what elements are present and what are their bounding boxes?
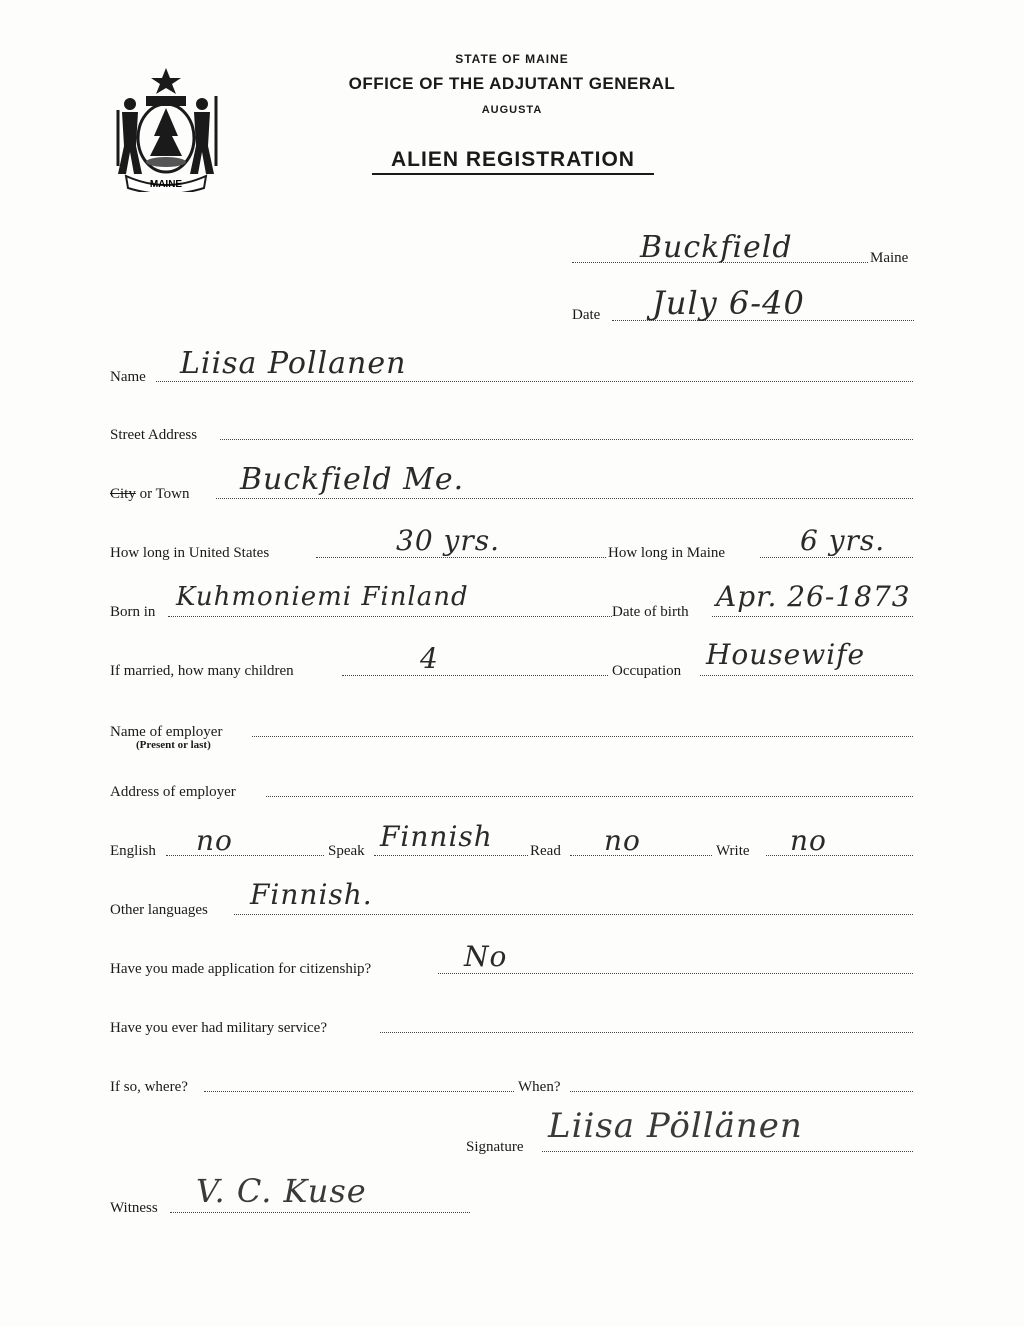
town-value: Buckfield Me. bbox=[240, 462, 465, 497]
speak-line bbox=[374, 855, 528, 856]
signature-line bbox=[542, 1151, 913, 1152]
other-languages-label: Other languages bbox=[110, 902, 208, 918]
born-in-line bbox=[168, 616, 612, 617]
children-line bbox=[342, 675, 608, 676]
office-heading: OFFICE OF THE ADJUTANT GENERAL bbox=[348, 74, 676, 93]
how-long-maine-line bbox=[760, 557, 913, 558]
town-line bbox=[216, 498, 913, 499]
or-town-label: or Town bbox=[139, 486, 190, 502]
english-line bbox=[166, 855, 324, 856]
seal-ribbon-text: MAINE bbox=[149, 179, 183, 190]
other-languages-line bbox=[234, 914, 913, 915]
street-address-label: Street Address bbox=[110, 427, 198, 443]
town-top-value: Buckfield bbox=[640, 230, 793, 265]
speak-label: Speak bbox=[328, 843, 365, 859]
city-struck-label: City bbox=[110, 486, 136, 502]
witness-label: Witness bbox=[110, 1200, 158, 1216]
how-long-maine-label: How long in Maine bbox=[608, 545, 726, 561]
signature-value: Liisa Pöllänen bbox=[548, 1106, 803, 1146]
other-languages-value: Finnish. bbox=[250, 878, 373, 911]
state-heading: STATE OF MAINE bbox=[455, 52, 569, 66]
when-label: When? bbox=[518, 1079, 561, 1095]
date-value: July 6-40 bbox=[652, 284, 805, 322]
date-label: Date bbox=[572, 307, 601, 323]
english-value: no bbox=[196, 824, 233, 857]
write-line bbox=[766, 855, 913, 856]
how-long-us-line bbox=[316, 557, 606, 558]
write-value: no bbox=[790, 824, 827, 857]
write-label: Write bbox=[716, 843, 750, 859]
street-address-line bbox=[220, 439, 913, 440]
read-value: no bbox=[604, 824, 641, 857]
occupation-label: Occupation bbox=[612, 663, 682, 679]
occupation-value: Housewife bbox=[706, 638, 866, 671]
read-line bbox=[570, 855, 712, 856]
how-long-us-value: 30 yrs. bbox=[396, 524, 501, 557]
citizenship-label: Have you made application for citizenship? bbox=[110, 961, 372, 977]
employer-address-label: Address of employer bbox=[110, 784, 236, 800]
employer-name-label: Name of employer bbox=[110, 724, 223, 740]
employer-name-line bbox=[252, 736, 913, 737]
english-label: English bbox=[110, 843, 156, 859]
speak-value: Finnish bbox=[380, 820, 493, 853]
form-title: ALIEN REGISTRATION bbox=[372, 148, 654, 175]
name-line bbox=[156, 381, 913, 382]
city-heading: AUGUSTA bbox=[481, 104, 543, 116]
citizenship-line bbox=[438, 973, 913, 974]
occupation-line bbox=[700, 675, 913, 676]
date-of-birth-label: Date of birth bbox=[612, 604, 689, 620]
employer-note-label: (Present or last) bbox=[136, 739, 211, 751]
name-label: Name bbox=[110, 369, 146, 385]
if-so-where-label: If so, where? bbox=[110, 1079, 188, 1095]
witness-value: V. C. Kuse bbox=[196, 1172, 367, 1210]
children-label: If married, how many children bbox=[110, 663, 294, 679]
name-value: Liisa Pollanen bbox=[180, 346, 407, 381]
witness-line bbox=[170, 1212, 470, 1213]
born-in-value: Kuhmoniemi Finland bbox=[176, 582, 469, 612]
date-of-birth-line bbox=[712, 616, 913, 617]
employer-address-line bbox=[266, 796, 913, 797]
citizenship-value: No bbox=[464, 940, 508, 973]
city-town-label bbox=[110, 485, 190, 503]
born-in-label: Born in bbox=[110, 604, 156, 620]
maine-label: Maine bbox=[870, 250, 909, 266]
children-value: 4 bbox=[420, 642, 439, 675]
when-line bbox=[570, 1091, 913, 1092]
military-line bbox=[380, 1032, 913, 1033]
military-label: Have you ever had military service? bbox=[110, 1020, 327, 1036]
how-long-maine-value: 6 yrs. bbox=[800, 524, 886, 557]
signature-label: Signature bbox=[466, 1139, 524, 1155]
how-long-us-label: How long in United States bbox=[110, 545, 270, 561]
read-label: Read bbox=[530, 843, 561, 859]
date-of-birth-value: Apr. 26-1873 bbox=[716, 580, 911, 613]
where-line bbox=[204, 1091, 514, 1092]
